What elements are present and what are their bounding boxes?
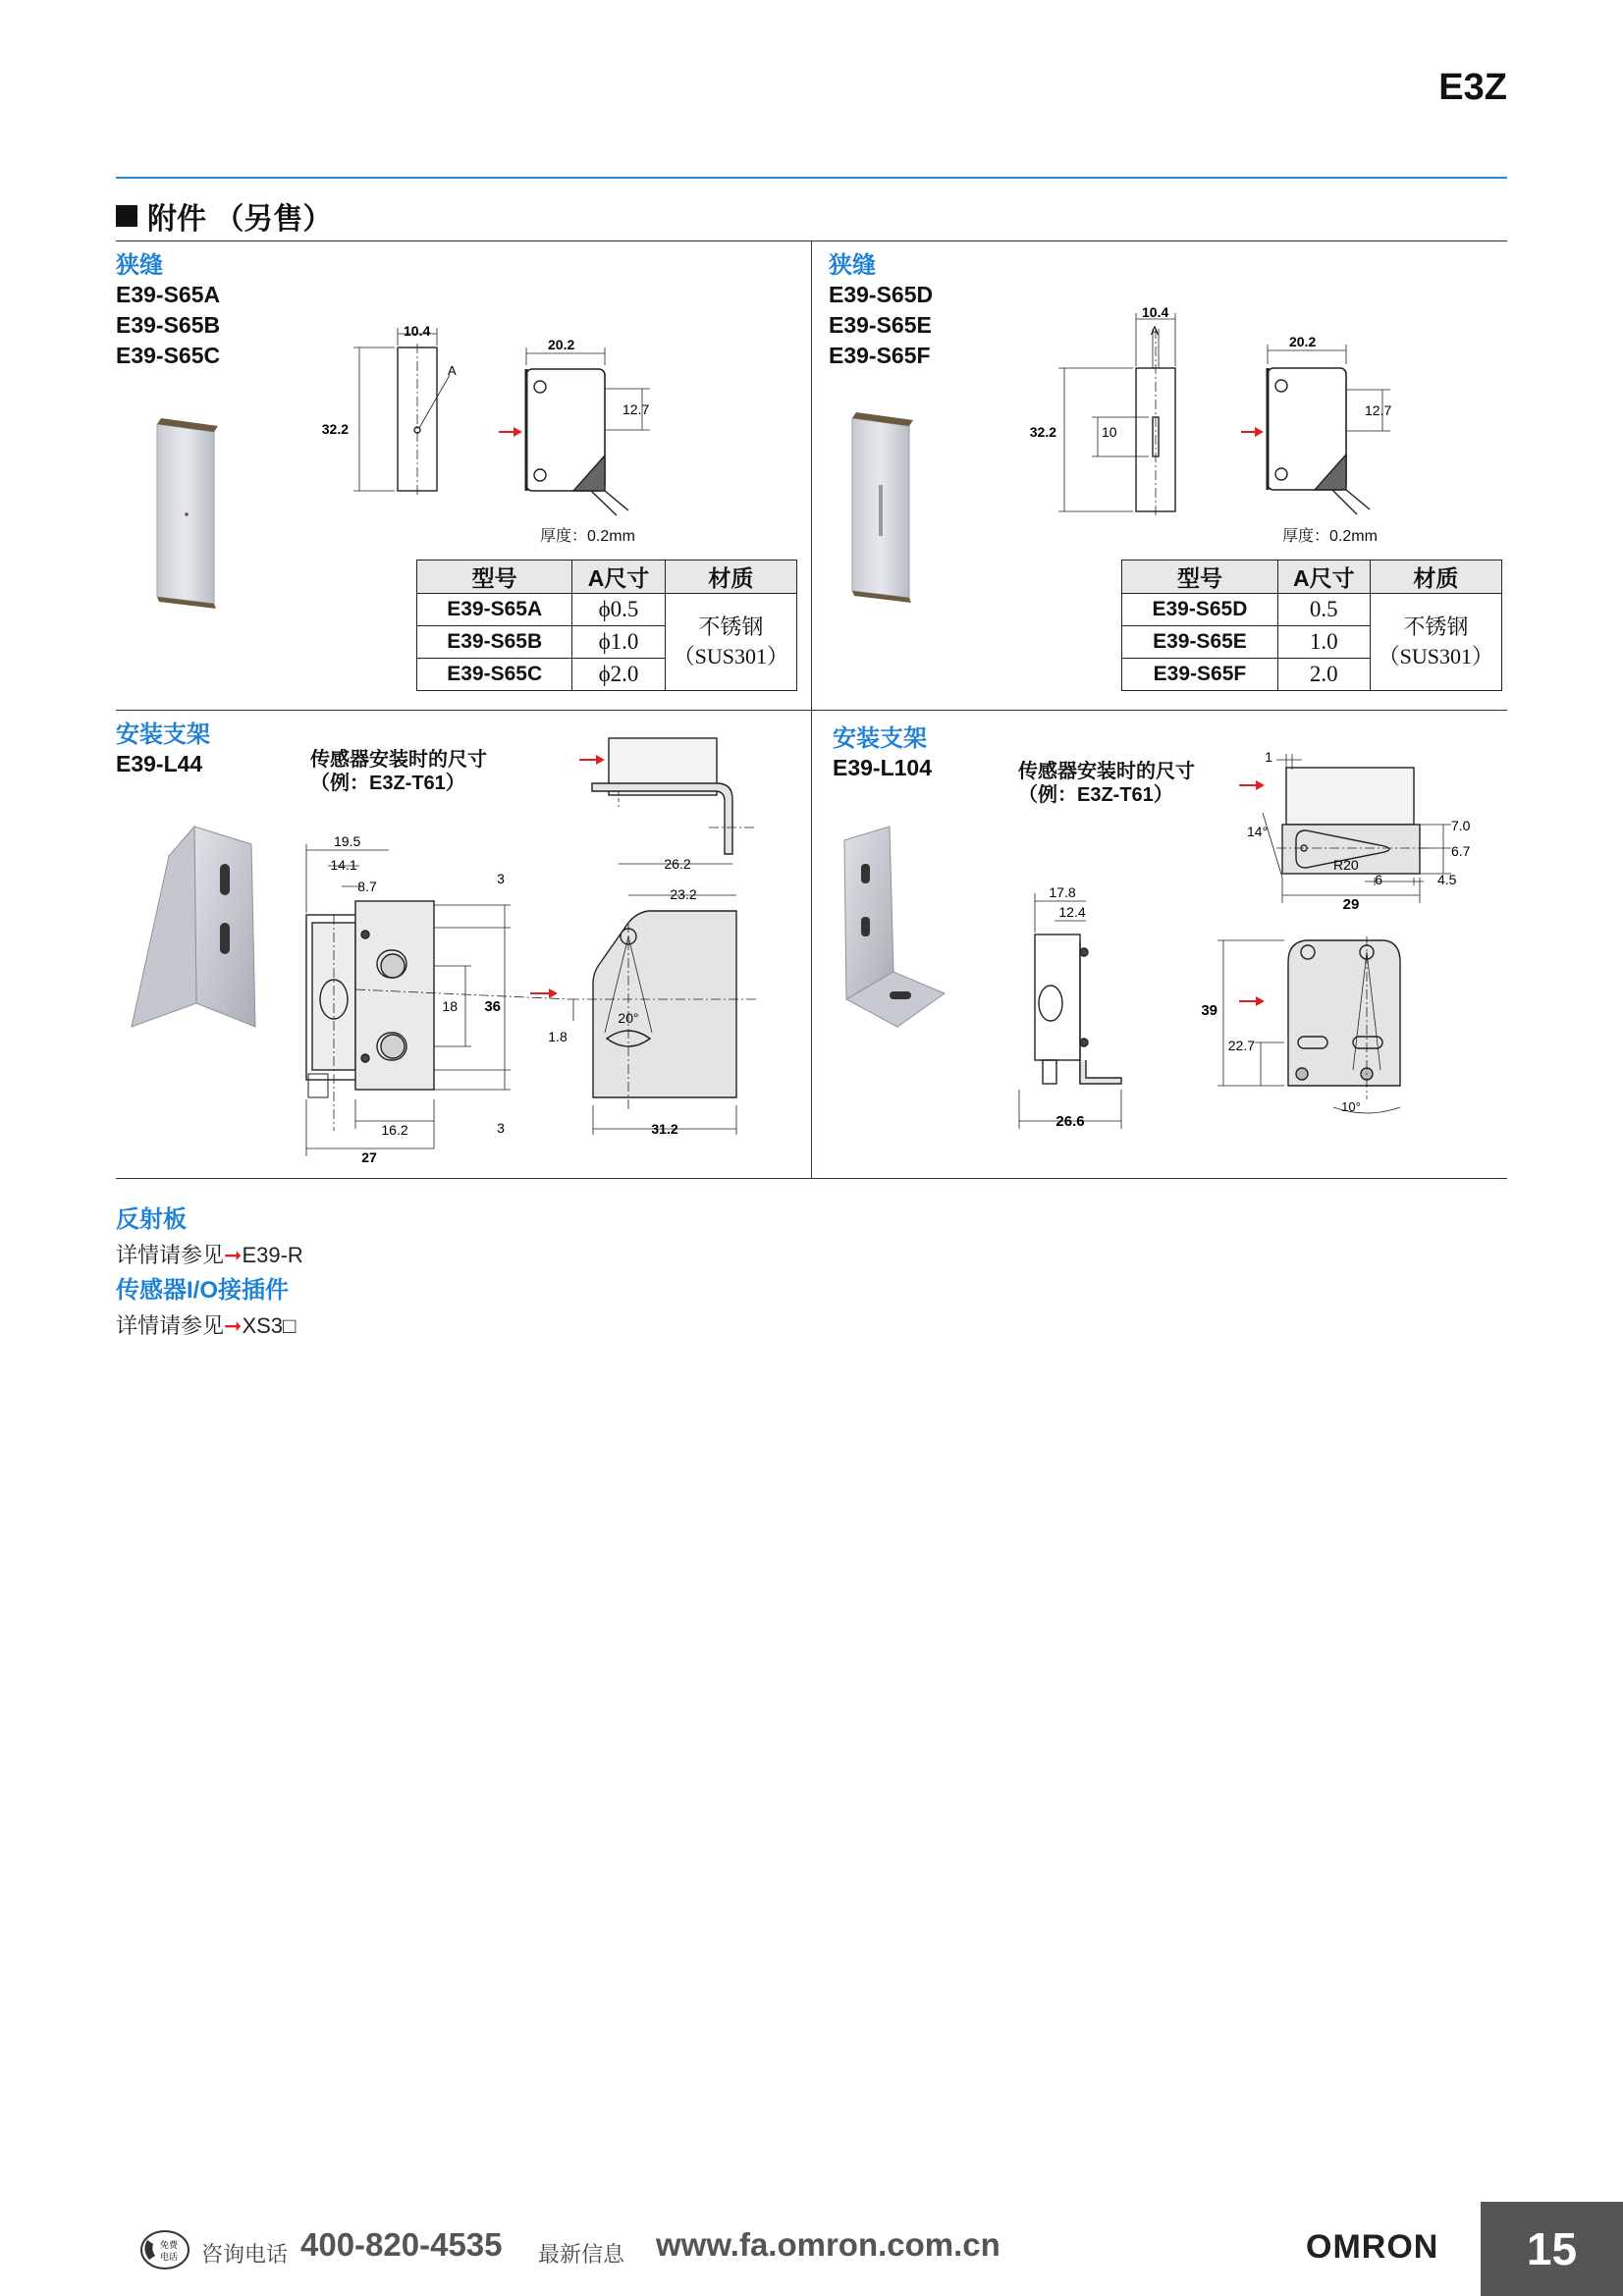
- material-line-1: 不锈钢: [698, 614, 764, 639]
- slit-left-drawing: [321, 314, 668, 550]
- bracket-right-panel: [833, 719, 932, 783]
- footer-news-label: 最新信息: [538, 2242, 625, 2267]
- grid-bottom-line: [116, 1178, 1507, 1179]
- table-cell-model: E39-S65E: [1122, 626, 1278, 659]
- bracket-left-drawing: [295, 726, 785, 1168]
- slit-left-model-1: E39-S65A: [116, 282, 221, 307]
- slit-left-model-2: E39-S65B: [116, 312, 221, 338]
- slit-right-drawing: [1029, 299, 1392, 545]
- dim-39: 39: [1201, 1002, 1217, 1019]
- reference-text: 详情请参见: [116, 1243, 225, 1267]
- dim-31-2: 31.2: [651, 1121, 678, 1137]
- slit-left-table: [416, 560, 797, 691]
- dim-slot: 10: [1102, 424, 1117, 440]
- dim-offset: 12.7: [1365, 402, 1392, 418]
- grid-center-line: [811, 240, 812, 1178]
- slit-right-model-2: E39-S65E: [829, 312, 932, 338]
- table-cell-model: E39-S65A: [417, 594, 572, 626]
- material-line-2: （SUS301）: [1378, 644, 1493, 668]
- table-cell-model: E39-S65C: [417, 659, 572, 691]
- dim-36: 36: [484, 998, 501, 1015]
- table-cell-material: [665, 594, 796, 691]
- note-line-2: （例：E3Z-T61）: [310, 773, 465, 794]
- bracket-left-photo: [126, 821, 273, 1037]
- arrow-right-icon: ➞: [224, 1243, 243, 1267]
- dim-6: 6: [1375, 872, 1382, 887]
- footer-url[interactable]: www.fa.omron.com.cn: [656, 2226, 1001, 2263]
- dim-3-bottom: 3: [497, 1120, 505, 1136]
- dim-width: 10.4: [1142, 304, 1169, 320]
- slit-left-category: 狭缝: [116, 252, 163, 279]
- section-title: [116, 194, 332, 238]
- dim-22-7: 22.7: [1227, 1038, 1255, 1053]
- dim-14-deg: 14°: [1247, 824, 1269, 839]
- table-cell-size: 0.5: [1277, 594, 1370, 626]
- table-cell-model: E39-S65D: [1122, 594, 1278, 626]
- table-header-material: 材质: [665, 561, 796, 594]
- arrow-right-icon: ➞: [224, 1313, 243, 1338]
- bracket-right-photo: [825, 825, 952, 1041]
- slit-right-model-3: E39-S65F: [829, 343, 931, 368]
- footer-phone-label: 咨询电话: [201, 2242, 289, 2267]
- section-title-text: 附件 （另售）: [147, 203, 333, 236]
- bracket-left-panel: [116, 715, 210, 779]
- dim-26-6: 26.6: [1055, 1113, 1085, 1130]
- bracket-right-category: 安装支架: [833, 725, 927, 752]
- slit-right-table: [1121, 560, 1502, 691]
- table-cell-size: ϕ2.0: [572, 659, 665, 691]
- extra-reference-connector[interactable]: [116, 1308, 303, 1344]
- table-cell-size: 2.0: [1277, 659, 1370, 691]
- svg-text:电话: 电话: [159, 2252, 179, 2262]
- material-line-2: （SUS301）: [673, 644, 788, 668]
- table-header-material: 材质: [1370, 561, 1501, 594]
- bracket-left-model: E39-L44: [116, 751, 203, 776]
- table-cell-size: ϕ0.5: [572, 594, 665, 626]
- extra-category-connector: 传感器I/O接插件: [116, 1277, 290, 1304]
- material-line-1: 不锈钢: [1403, 614, 1469, 639]
- table-header-size: A尺寸: [1277, 561, 1370, 594]
- dim-4-5: 4.5: [1437, 872, 1457, 887]
- bracket-right-model: E39-L104: [833, 755, 933, 780]
- dim-height: 32.2: [321, 421, 349, 437]
- dim-3-top: 3: [497, 871, 505, 886]
- omron-logo: OMRON: [1306, 2228, 1439, 2266]
- dim-7-0: 7.0: [1451, 818, 1471, 833]
- footer-phone[interactable]: 400-820-4535: [300, 2226, 503, 2263]
- dim-height: 32.2: [1029, 424, 1056, 440]
- dim-19-5: 19.5: [334, 833, 361, 849]
- dim-18: 18: [442, 998, 458, 1014]
- header-rule: [116, 177, 1507, 179]
- reference-text: 详情请参见: [116, 1313, 225, 1338]
- slit-right-photo: [842, 406, 921, 608]
- extra-category-reflector: 反射板: [116, 1206, 187, 1233]
- dim-a: A: [448, 363, 457, 378]
- dim-6-7: 6.7: [1451, 843, 1471, 859]
- page-header-title: E3Z: [1438, 67, 1507, 108]
- dim-10-deg: 10°: [1341, 1099, 1361, 1114]
- dim-1: 1: [1265, 749, 1272, 765]
- dim-1-8: 1.8: [548, 1029, 568, 1044]
- note-line-1: 传感器安装时的尺寸: [1018, 761, 1195, 782]
- slit-left-model-3: E39-S65C: [116, 343, 221, 368]
- table-header-size: A尺寸: [572, 561, 665, 594]
- table-header-model: 型号: [417, 561, 572, 594]
- dim-26-2: 26.2: [664, 856, 691, 872]
- slit-left-thickness: 厚度：0.2mm: [540, 528, 635, 545]
- table-header-model: 型号: [1122, 561, 1278, 594]
- square-bullet-icon: [116, 205, 137, 227]
- table-cell-size: ϕ1.0: [572, 626, 665, 659]
- phone-icon: [135, 2228, 190, 2271]
- slit-right-thickness: 厚度：0.2mm: [1282, 528, 1378, 545]
- slit-right-category: 狭缝: [829, 252, 876, 279]
- note-line-2: （例：E3Z-T61）: [1018, 784, 1173, 806]
- svg-text:免费: 免费: [159, 2240, 179, 2250]
- extra-reference-reflector[interactable]: [116, 1238, 303, 1273]
- dim-23-2: 23.2: [670, 886, 697, 902]
- reference-target[interactable]: E39-R: [242, 1243, 303, 1267]
- slit-left-photo: [147, 412, 226, 614]
- dim-29: 29: [1342, 896, 1360, 913]
- table-cell-size: 1.0: [1277, 626, 1370, 659]
- extras-list: [116, 1202, 303, 1344]
- slit-right-panel: [829, 245, 933, 371]
- dim-r20: R20: [1333, 857, 1359, 873]
- bracket-left-category: 安装支架: [116, 721, 210, 748]
- dim-17-8: 17.8: [1049, 884, 1076, 900]
- dim-depth: 20.2: [548, 337, 575, 352]
- dim-width: 10.4: [404, 323, 431, 339]
- table-cell-model: E39-S65B: [417, 626, 572, 659]
- note-line-1: 传感器安装时的尺寸: [310, 749, 487, 771]
- dim-12-4: 12.4: [1058, 904, 1086, 920]
- bracket-right-drawing: [1011, 746, 1502, 1158]
- dim-14-1: 14.1: [330, 857, 357, 873]
- slit-left-panel: [116, 245, 220, 371]
- dim-offset: 12.7: [622, 401, 650, 417]
- dim-a: A: [1151, 324, 1160, 338]
- reference-target[interactable]: XS3□: [242, 1313, 297, 1338]
- dim-8-7: 8.7: [357, 879, 377, 894]
- table-cell-material: [1370, 594, 1501, 691]
- dim-27: 27: [361, 1149, 377, 1165]
- dim-20-deg: 20°: [618, 1010, 639, 1026]
- dim-16-2: 16.2: [381, 1122, 408, 1138]
- slit-right-model-1: E39-S65D: [829, 282, 934, 307]
- dim-depth: 20.2: [1289, 334, 1317, 349]
- page-number: 15: [1481, 2202, 1623, 2296]
- table-cell-model: E39-S65F: [1122, 659, 1278, 691]
